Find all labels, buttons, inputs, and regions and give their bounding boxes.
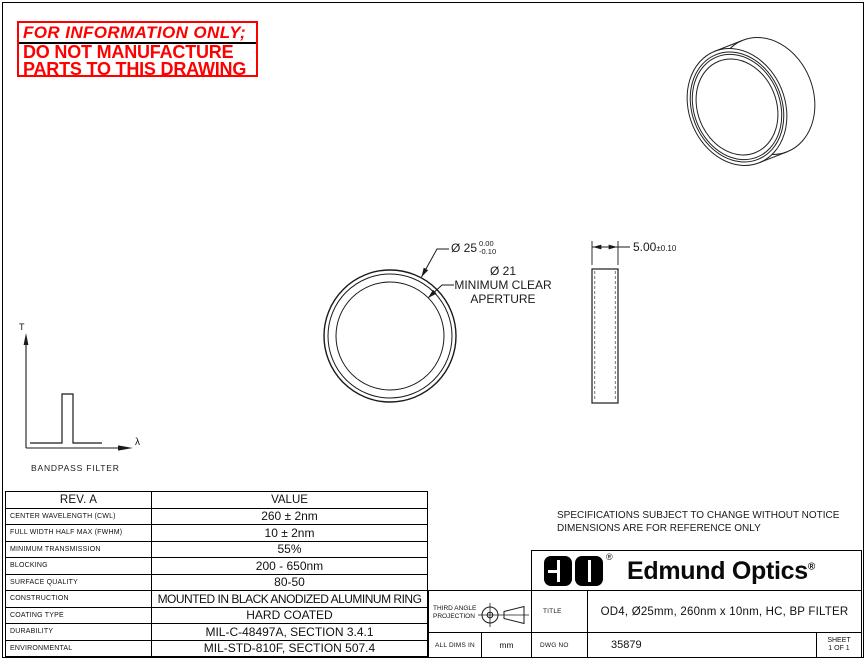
spec-value: 10 ± 2nm <box>264 525 315 540</box>
spec-value: MOUNTED IN BLACK ANODIZED ALUMINUM RING <box>157 591 422 606</box>
brand-registered-mark: ® <box>807 561 815 573</box>
graph-x-label: λ <box>135 437 140 448</box>
spec-value: 260 ± 2nm <box>261 509 318 524</box>
spec-label: FULL WIDTH HALF MAX (FWHM) <box>6 525 152 541</box>
aperture-note-line1: MINIMUM CLEAR <box>454 278 552 292</box>
warning-line-1: FOR INFORMATION ONLY; <box>19 23 256 44</box>
side-view <box>592 241 630 403</box>
spec-row-surface-quality <box>6 574 427 591</box>
spec-row-blocking <box>6 557 427 574</box>
projection-label <box>433 605 476 620</box>
title-row <box>428 590 862 633</box>
spec-header-value: VALUE <box>271 493 308 506</box>
spec-value: MIL-C-48497A, SECTION 3.4.1 <box>205 624 374 639</box>
spec-row-construction <box>6 590 427 607</box>
tolerance-lower: -0.10 <box>479 247 497 256</box>
spec-label: CENTER WAVELENGTH (CWL) <box>6 509 152 525</box>
spec-value: MIL-STD-810F, SECTION 507.4 <box>203 641 376 656</box>
edmund-optics-logo <box>544 556 572 586</box>
warning-line-3: PARTS TO THIS DRAWING <box>23 59 247 79</box>
spec-value: 200 - 650nm <box>255 558 324 573</box>
sheet-value: 1 OF 1 <box>828 645 850 652</box>
spec-value: 80-50 <box>274 575 305 590</box>
spec-value: 55% <box>277 542 302 557</box>
spec-table <box>5 491 428 657</box>
graph-caption: BANDPASS FILTER <box>31 463 120 473</box>
notes-line-1: SPECIFICATIONS SUBJECT TO CHANGE WITHOUT NOTICE <box>557 510 840 521</box>
aperture-diameter: Ø 21 <box>489 264 516 278</box>
notes-line-2: DIMENSIONS ARE FOR REFERENCE ONLY <box>557 522 761 534</box>
spec-label: MINIMUM TRANSMISSION <box>6 542 152 558</box>
spec-header-rev: REV. A <box>6 492 152 508</box>
projection-cell <box>429 591 532 632</box>
brand-box <box>531 550 862 591</box>
bandpass-graph <box>24 333 133 451</box>
reference-notes <box>557 510 839 535</box>
thickness-value: 5.00 <box>633 240 657 254</box>
warning-line-2: DO NOT MANUFACTURE <box>23 42 234 62</box>
dwg-no-label: DWG NO <box>532 633 588 657</box>
dwg-no-value: 35879 <box>588 633 817 657</box>
brand-name <box>627 557 815 586</box>
isometric-ring-view <box>670 22 832 180</box>
spec-row-coating <box>6 607 427 624</box>
projection-label-line1: THIRD ANGLE <box>433 605 477 612</box>
spec-row-transmission <box>6 541 427 558</box>
spec-row-environmental <box>6 640 427 657</box>
title-label: TITLE <box>532 591 588 632</box>
brand-text: Edmund Optics <box>627 557 808 585</box>
spec-row-cwl <box>6 508 427 525</box>
spec-label: DURABILITY <box>6 624 152 640</box>
spec-value: HARD COATED <box>246 608 333 623</box>
logo-glyph <box>588 560 591 582</box>
projection-label-line2: PROJECTION <box>433 612 475 620</box>
spec-label: COATING TYPE <box>6 608 152 624</box>
diameter-value: Ø 25 <box>451 241 478 255</box>
logo-registered-mark: ® <box>606 552 613 562</box>
diameter-dimension <box>451 240 496 256</box>
diameter-tolerance <box>479 240 496 256</box>
dims-label: ALL DIMS IN <box>429 633 482 657</box>
logo-glyph <box>548 570 559 573</box>
spec-row-durability <box>6 623 427 640</box>
drawing-title: OD4, Ø25mm, 260nm x 10nm, HC, BP FILTER <box>600 605 849 618</box>
sheet-cell <box>817 633 861 657</box>
aperture-note-line2: APERTURE <box>470 292 536 306</box>
aperture-note <box>438 264 568 306</box>
spec-label: CONSTRUCTION <box>6 591 152 607</box>
footer-row <box>428 632 862 658</box>
tolerance-upper: 0.00 <box>479 239 494 248</box>
thickness-tolerance: ±0.10 <box>656 244 677 253</box>
warning-stamp <box>17 21 258 77</box>
dims-unit: mm <box>482 633 532 657</box>
edmund-optics-logo <box>575 556 603 586</box>
spec-label: ENVIRONMENTAL <box>6 641 152 657</box>
spec-label: SURFACE QUALITY <box>6 575 152 591</box>
spec-header-row <box>6 492 427 508</box>
sheet-label: SHEET <box>827 637 851 644</box>
spec-label: BLOCKING <box>6 558 152 574</box>
thickness-dimension <box>633 240 676 254</box>
graph-y-label: T <box>19 322 25 332</box>
spec-row-fwhm <box>6 524 427 541</box>
